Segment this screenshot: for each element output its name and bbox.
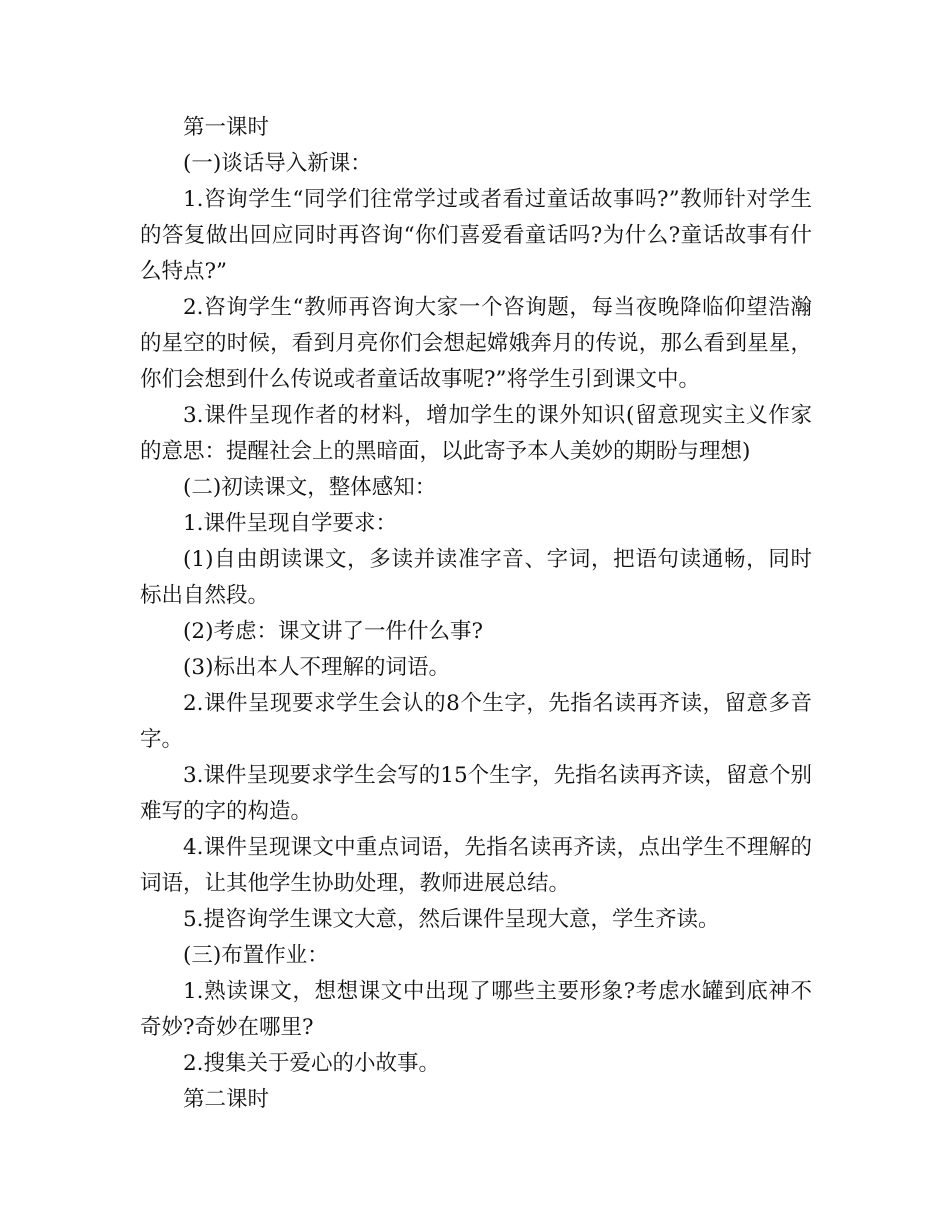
paragraph-item: 2.咨询学生“教师再咨询大家一个咨询题，每当夜晚降临仰望浩瀚的星空的时候，看到月亮你们会想起嫦娥奔月的传说，那么看到星星，你们会想到什么传说或者童话故事呢?”将学生引到课文中。 [140,295,812,392]
paragraph-item: (3)标出本人不理解的词语。 [183,655,450,680]
paragraph-item: 4.课件呈现课文中重点词语，先指名读再齐读，点出学生不理解的词语，让其他学生协助处理，教师进展总结。 [140,835,812,896]
paragraph-item: 5.提咨询学生课文大意，然后课件呈现大意，学生齐读。 [183,907,720,932]
section-heading-reading: (二)初读课文，整体感知： [183,475,437,500]
section-heading-homework: (三)布置作业： [183,943,329,968]
document-body [140,110,812,1118]
section-heading-intro: (一)谈话导入新课： [183,151,372,176]
paragraph-item: 2.课件呈现要求学生会认的8个生字，先指名读再齐读，留意多音字。 [140,691,812,752]
lesson-heading-1: 第一课时 [183,115,270,140]
paragraph-item: (1)自由朗读课文，多读并读准字音、字词，把语句读通畅，同时标出自然段。 [140,547,812,608]
paragraph-item: (2)考虑：课文讲了一件什么事? [183,619,483,644]
paragraph-item: 2.搜集关于爱心的小故事。 [183,1051,441,1076]
paragraph-item: 1.课件呈现自学要求： [183,511,398,536]
paragraph-item: 1.熟读课文，想想课文中出现了哪些主要形象?考虑水罐到底神不奇妙?奇妙在哪里? [140,979,812,1040]
paragraph-item: 1.咨询学生“同学们往常学过或者看过童话故事吗?”教师针对学生的答复做出回应同时再咨询“你们喜爱看童话吗?为什么?童话故事有什么特点?” [140,187,812,284]
paragraph-item: 3.课件呈现要求学生会写的15个生字，先指名读再齐读，留意个别难写的字的构造。 [140,763,812,824]
paragraph-item: 3.课件呈现作者的材料，增加学生的课外知识(留意现实主义作家的意思：提醒社会上的黑暗面，以此寄予本人美妙的期盼与理想) [140,403,812,464]
lesson-heading-2: 第二课时 [183,1087,270,1112]
